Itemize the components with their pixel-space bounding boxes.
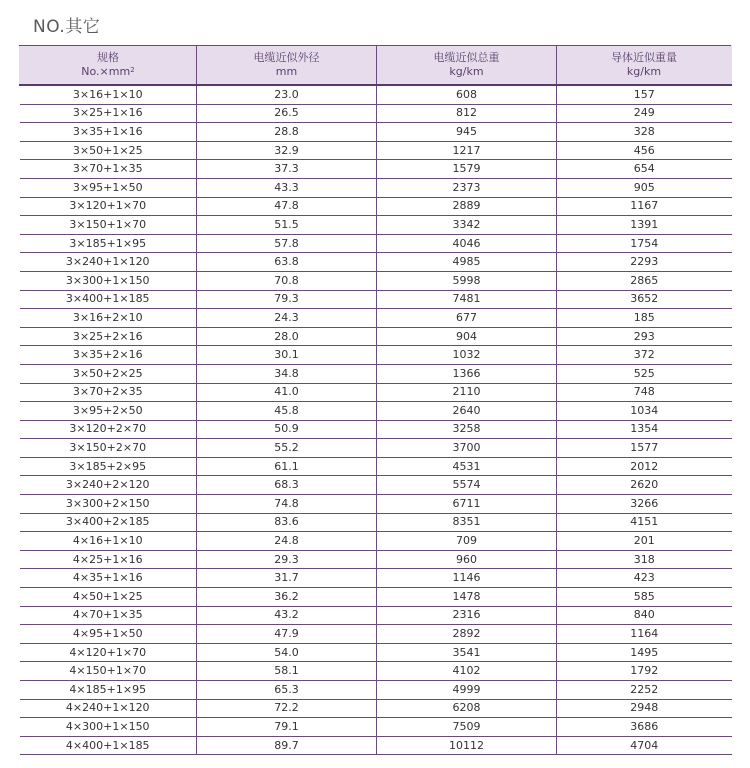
table-row (20, 253, 732, 272)
table-row (20, 699, 732, 718)
table-row (20, 532, 732, 551)
cell-conductor-weight: 840 (557, 606, 732, 625)
table-row (20, 178, 732, 197)
cell-outer-diameter: 26.5 (197, 104, 377, 123)
cell-total-weight: 7509 (377, 718, 557, 737)
cell-spec: 3×35+1×16 (20, 123, 197, 142)
cell-outer-diameter: 43.2 (197, 606, 377, 625)
cell-total-weight: 5998 (377, 271, 557, 290)
cell-total-weight: 904 (377, 327, 557, 346)
cell-conductor-weight: 3652 (557, 290, 732, 309)
cell-spec: 3×120+2×70 (20, 420, 197, 439)
cell-spec: 4×400+1×185 (20, 736, 197, 755)
cell-total-weight: 8351 (377, 513, 557, 532)
header-conductor-weight: 导体近似重量 kg/km (557, 46, 732, 86)
table-body (20, 85, 732, 755)
table-row (20, 123, 732, 142)
cell-outer-diameter: 45.8 (197, 402, 377, 421)
table-row (20, 718, 732, 737)
cell-total-weight: 6711 (377, 495, 557, 514)
cell-outer-diameter: 63.8 (197, 253, 377, 272)
cell-outer-diameter: 43.3 (197, 178, 377, 197)
table-row (20, 271, 732, 290)
cell-spec: 3×400+2×185 (20, 513, 197, 532)
cell-total-weight: 1579 (377, 160, 557, 179)
cell-outer-diameter: 31.7 (197, 569, 377, 588)
table-row (20, 234, 732, 253)
cell-conductor-weight: 2012 (557, 457, 732, 476)
table-row (20, 197, 732, 216)
cell-total-weight: 6208 (377, 699, 557, 718)
cell-outer-diameter: 29.3 (197, 550, 377, 569)
cell-total-weight: 2110 (377, 383, 557, 402)
cell-spec: 4×95+1×50 (20, 625, 197, 644)
cell-total-weight: 1146 (377, 569, 557, 588)
table-row (20, 364, 732, 383)
cell-outer-diameter: 58.1 (197, 662, 377, 681)
page-title: NO.其它 (33, 17, 101, 37)
cell-conductor-weight: 201 (557, 532, 732, 551)
cell-conductor-weight: 372 (557, 346, 732, 365)
cell-total-weight: 2316 (377, 606, 557, 625)
cell-conductor-weight: 1354 (557, 420, 732, 439)
cell-outer-diameter: 28.8 (197, 123, 377, 142)
cell-spec: 3×300+2×150 (20, 495, 197, 514)
table-row (20, 402, 732, 421)
cell-outer-diameter: 57.8 (197, 234, 377, 253)
cell-outer-diameter: 61.1 (197, 457, 377, 476)
cell-spec: 3×185+2×95 (20, 457, 197, 476)
cell-spec: 3×70+2×35 (20, 383, 197, 402)
header-outer-diameter: 电缆近似外径 mm (197, 46, 377, 86)
table-row (20, 495, 732, 514)
cell-total-weight: 960 (377, 550, 557, 569)
table-row (20, 327, 732, 346)
cell-conductor-weight: 318 (557, 550, 732, 569)
table-row (20, 309, 732, 328)
cell-outer-diameter: 72.2 (197, 699, 377, 718)
cell-total-weight: 1032 (377, 346, 557, 365)
table-row (20, 104, 732, 123)
cell-spec: 4×50+1×25 (20, 588, 197, 607)
cell-conductor-weight: 905 (557, 178, 732, 197)
cell-outer-diameter: 79.1 (197, 718, 377, 737)
cell-outer-diameter: 83.6 (197, 513, 377, 532)
table-row (20, 736, 732, 755)
cell-conductor-weight: 1792 (557, 662, 732, 681)
table-row (20, 643, 732, 662)
cell-outer-diameter: 55.2 (197, 439, 377, 458)
cell-outer-diameter: 70.8 (197, 271, 377, 290)
cell-total-weight: 2889 (377, 197, 557, 216)
cell-total-weight: 1478 (377, 588, 557, 607)
cell-conductor-weight: 1034 (557, 402, 732, 421)
table-header-row (20, 46, 732, 86)
cell-conductor-weight: 1164 (557, 625, 732, 644)
cell-conductor-weight: 1167 (557, 197, 732, 216)
cell-conductor-weight: 2293 (557, 253, 732, 272)
table-row (20, 662, 732, 681)
cell-total-weight: 812 (377, 104, 557, 123)
cell-conductor-weight: 1754 (557, 234, 732, 253)
table-row (20, 681, 732, 700)
cell-conductor-weight: 328 (557, 123, 732, 142)
cell-outer-diameter: 36.2 (197, 588, 377, 607)
cell-conductor-weight: 654 (557, 160, 732, 179)
cell-total-weight: 945 (377, 123, 557, 142)
cell-outer-diameter: 23.0 (197, 85, 377, 104)
cell-conductor-weight: 1577 (557, 439, 732, 458)
cell-outer-diameter: 54.0 (197, 643, 377, 662)
cell-spec: 4×16+1×10 (20, 532, 197, 551)
cell-spec: 4×35+1×16 (20, 569, 197, 588)
cell-outer-diameter: 51.5 (197, 216, 377, 235)
cell-spec: 3×400+1×185 (20, 290, 197, 309)
cell-conductor-weight: 423 (557, 569, 732, 588)
cell-conductor-weight: 4151 (557, 513, 732, 532)
cell-outer-diameter: 89.7 (197, 736, 377, 755)
cell-conductor-weight: 3266 (557, 495, 732, 514)
table-row (20, 588, 732, 607)
table-row (20, 513, 732, 532)
cell-conductor-weight: 157 (557, 85, 732, 104)
table-row (20, 420, 732, 439)
cell-outer-diameter: 41.0 (197, 383, 377, 402)
cell-spec: 3×150+1×70 (20, 216, 197, 235)
cell-outer-diameter: 28.0 (197, 327, 377, 346)
cell-conductor-weight: 2252 (557, 681, 732, 700)
cell-total-weight: 2640 (377, 402, 557, 421)
cell-spec: 3×16+2×10 (20, 309, 197, 328)
cell-total-weight: 608 (377, 85, 557, 104)
cell-spec: 3×120+1×70 (20, 197, 197, 216)
cell-spec: 4×25+1×16 (20, 550, 197, 569)
cell-spec: 3×240+2×120 (20, 476, 197, 495)
cell-total-weight: 10112 (377, 736, 557, 755)
cell-spec: 4×240+1×120 (20, 699, 197, 718)
table-row (20, 569, 732, 588)
cell-spec: 3×95+1×50 (20, 178, 197, 197)
table-row (20, 476, 732, 495)
cell-conductor-weight: 456 (557, 141, 732, 160)
header-spec: 规格 $No.\times mm^2$ (20, 46, 197, 86)
cell-outer-diameter: 24.8 (197, 532, 377, 551)
cell-total-weight: 5574 (377, 476, 557, 495)
cell-conductor-weight: 1391 (557, 216, 732, 235)
cell-spec: 3×50+1×25 (20, 141, 197, 160)
cell-total-weight: 4531 (377, 457, 557, 476)
cell-spec: 4×185+1×95 (20, 681, 197, 700)
cell-outer-diameter: 34.8 (197, 364, 377, 383)
cell-total-weight: 2373 (377, 178, 557, 197)
cell-spec: 3×70+1×35 (20, 160, 197, 179)
cell-total-weight: 7481 (377, 290, 557, 309)
cell-total-weight: 1366 (377, 364, 557, 383)
cell-total-weight: 3541 (377, 643, 557, 662)
table-row (20, 160, 732, 179)
cell-conductor-weight: 1495 (557, 643, 732, 662)
cell-spec: 4×70+1×35 (20, 606, 197, 625)
cell-total-weight: 709 (377, 532, 557, 551)
cell-outer-diameter: 30.1 (197, 346, 377, 365)
cell-conductor-weight: 293 (557, 327, 732, 346)
cell-spec: 3×95+2×50 (20, 402, 197, 421)
cell-spec: 3×50+2×25 (20, 364, 197, 383)
cell-spec: 3×25+2×16 (20, 327, 197, 346)
cell-spec: 3×25+1×16 (20, 104, 197, 123)
cell-total-weight: 4999 (377, 681, 557, 700)
table-row (20, 216, 732, 235)
cell-conductor-weight: 249 (557, 104, 732, 123)
cell-conductor-weight: 2948 (557, 699, 732, 718)
cell-conductor-weight: 585 (557, 588, 732, 607)
cell-spec: 3×240+1×120 (20, 253, 197, 272)
cell-outer-diameter: 47.8 (197, 197, 377, 216)
cell-total-weight: 3258 (377, 420, 557, 439)
cell-spec: 3×35+2×16 (20, 346, 197, 365)
cell-conductor-weight: 525 (557, 364, 732, 383)
cell-total-weight: 4985 (377, 253, 557, 272)
cell-spec: 4×300+1×150 (20, 718, 197, 737)
cell-spec: 3×300+1×150 (20, 271, 197, 290)
cell-outer-diameter: 32.9 (197, 141, 377, 160)
table-row (20, 550, 732, 569)
cell-outer-diameter: 79.3 (197, 290, 377, 309)
table-row (20, 85, 732, 104)
cell-total-weight: 677 (377, 309, 557, 328)
table-row (20, 457, 732, 476)
cell-conductor-weight: 185 (557, 309, 732, 328)
cell-outer-diameter: 50.9 (197, 420, 377, 439)
table-row (20, 625, 732, 644)
cell-conductor-weight: 2620 (557, 476, 732, 495)
table-row (20, 439, 732, 458)
cell-conductor-weight: 2865 (557, 271, 732, 290)
cell-outer-diameter: 24.3 (197, 309, 377, 328)
cell-conductor-weight: 748 (557, 383, 732, 402)
table-row (20, 290, 732, 309)
cell-total-weight: 4102 (377, 662, 557, 681)
cell-spec: 3×150+2×70 (20, 439, 197, 458)
cell-outer-diameter: 74.8 (197, 495, 377, 514)
cell-outer-diameter: 65.3 (197, 681, 377, 700)
header-total-weight: 电缆近似总重 kg/km (377, 46, 557, 86)
cell-outer-diameter: 68.3 (197, 476, 377, 495)
cell-spec: 4×120+1×70 (20, 643, 197, 662)
cell-spec: 3×16+1×10 (20, 85, 197, 104)
table-row (20, 606, 732, 625)
table-row (20, 346, 732, 365)
cell-total-weight: 1217 (377, 141, 557, 160)
cell-spec: 4×150+1×70 (20, 662, 197, 681)
cell-outer-diameter: 37.3 (197, 160, 377, 179)
cell-conductor-weight: 4704 (557, 736, 732, 755)
cell-total-weight: 2892 (377, 625, 557, 644)
table-row (20, 383, 732, 402)
cell-total-weight: 3700 (377, 439, 557, 458)
cell-spec: 3×185+1×95 (20, 234, 197, 253)
table-row (20, 141, 732, 160)
cell-total-weight: 4046 (377, 234, 557, 253)
cell-outer-diameter: 47.9 (197, 625, 377, 644)
cell-conductor-weight: 3686 (557, 718, 732, 737)
cable-spec-table (19, 45, 732, 755)
cell-total-weight: 3342 (377, 216, 557, 235)
